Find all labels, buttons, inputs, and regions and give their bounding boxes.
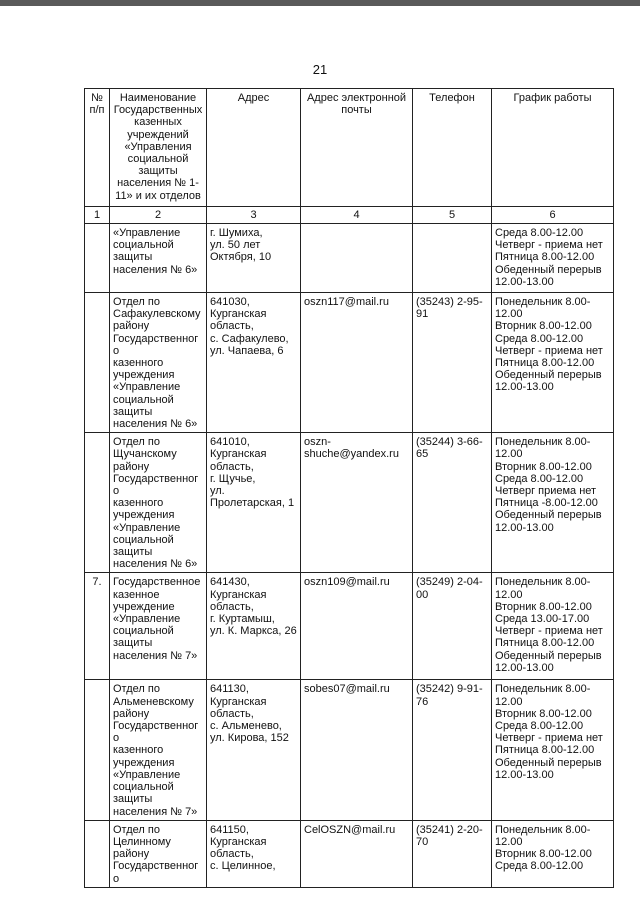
row-num xyxy=(85,680,110,820)
row-num xyxy=(85,433,110,573)
row-schedule: Понедельник 8.00- 12.00 Вторник 8.00-12.00 Среда 8.00-12.00 xyxy=(492,820,614,887)
row-schedule: Понедельник 8.00- 12.00 Вторник 8.00-12.00 Среда 8.00-12.00 Четверг приема нет Пятница -8.00-12.00 Обеденный перерыв 12.00-13.00 xyxy=(492,433,614,573)
row-phone: (35243) 2-95- 91 xyxy=(413,293,492,433)
row-email: oszn109@mail.ru xyxy=(301,573,413,680)
table-row xyxy=(85,820,614,887)
table-row xyxy=(85,680,614,820)
row-phone xyxy=(413,224,492,293)
row-address: г. Шумиха, ул. 50 лет Октября, 10 xyxy=(207,224,301,293)
row-phone: (35244) 3-66- 65 xyxy=(413,433,492,573)
institutions-table xyxy=(84,88,614,888)
row-name: Отдел по Сафакулевскому району Государственного казенного учреждения «Управление социальной защиты населения № 6» xyxy=(110,293,207,433)
header-email: Адрес электронной почты xyxy=(301,89,413,207)
row-num xyxy=(85,293,110,433)
page-number: 21 xyxy=(312,62,328,77)
row-name: Отдел по Альменевскому району Государственного казенного учреждения «Управление социальной защиты населения № 7» xyxy=(110,680,207,820)
column-number: 5 xyxy=(413,207,492,224)
column-number: 3 xyxy=(207,207,301,224)
row-email: oszn- shuche@yandex.ru xyxy=(301,433,413,573)
row-email xyxy=(301,224,413,293)
row-num xyxy=(85,224,110,293)
row-schedule: Понедельник 8.00- 12.00 Вторник 8.00-12.00 Среда 8.00-12.00 Четверг - приема нет Пятница 8.00-12.00 Обеденный перерыв 12.00-13.00 xyxy=(492,680,614,820)
column-number-row xyxy=(85,207,614,224)
row-schedule: Понедельник 8.00- 12.00 Вторник 8.00-12.00 Среда 8.00-12.00 Четверг - приема нет Пятница 8.00-12.00 Обеденный перерыв 12.00-13.00 xyxy=(492,293,614,433)
table-row xyxy=(85,293,614,433)
table-header-row xyxy=(85,89,614,207)
row-phone: (35249) 2-04- 00 xyxy=(413,573,492,680)
row-schedule: Понедельник 8.00- 12.00 Вторник 8.00-12.00 Среда 13.00-17.00 Четверг - приема нет Пятница 8.00-12.00 Обеденный перерыв 12.00-13.00 xyxy=(492,573,614,680)
table-row xyxy=(85,224,614,293)
row-address: 641130, Курганская область, с. Альменево, ул. Кирова, 152 xyxy=(207,680,301,820)
column-number: 1 xyxy=(85,207,110,224)
header-address: Адрес xyxy=(207,89,301,207)
row-name: Отдел по Щучанскому району Государственного казенного учреждения «Управление социальной защиты населения № 6» xyxy=(110,433,207,573)
column-number: 6 xyxy=(492,207,614,224)
row-name: Государственное казенное учреждение «Управление социальной защиты населения № 7» xyxy=(110,573,207,680)
header-schedule: График работы xyxy=(492,89,614,207)
row-name: Отдел по Целинному району Государственного xyxy=(110,820,207,887)
column-number: 2 xyxy=(110,207,207,224)
row-address: 641430, Курганская область, г. Куртамыш, ул. К. Маркса, 26 xyxy=(207,573,301,680)
scan-top-edge xyxy=(0,0,640,6)
header-phone: Телефон xyxy=(413,89,492,207)
row-phone: (35241) 2-20- 70 xyxy=(413,820,492,887)
table-row xyxy=(85,573,614,680)
row-name: «Управление социальной защиты населения № 6» xyxy=(110,224,207,293)
row-address: 641010, Курганская область, г. Щучье, ул. Пролетарская, 1 xyxy=(207,433,301,573)
row-address: 641150, Курганская область, с. Целинное, xyxy=(207,820,301,887)
row-num xyxy=(85,820,110,887)
row-num: 7. xyxy=(85,573,110,680)
row-schedule: Среда 8.00-12.00 Четверг - приема нет Пятница 8.00-12.00 Обеденный перерыв 12.00-13.00 xyxy=(492,224,614,293)
table-row xyxy=(85,433,614,573)
row-address: 641030, Курганская область, с. Сафакулево, ул. Чапаева, 6 xyxy=(207,293,301,433)
row-email: sobes07@mail.ru xyxy=(301,680,413,820)
row-phone: (35242) 9-91- 76 xyxy=(413,680,492,820)
header-num: № п/п xyxy=(85,89,110,207)
header-name: Наименование Государственных казенных учреждений «Управления социальной защиты населения № 1- 11» и их отделов xyxy=(110,89,207,207)
row-email: CelOSZN@mail.ru xyxy=(301,820,413,887)
column-number: 4 xyxy=(301,207,413,224)
row-email: oszn117@mail.ru xyxy=(301,293,413,433)
